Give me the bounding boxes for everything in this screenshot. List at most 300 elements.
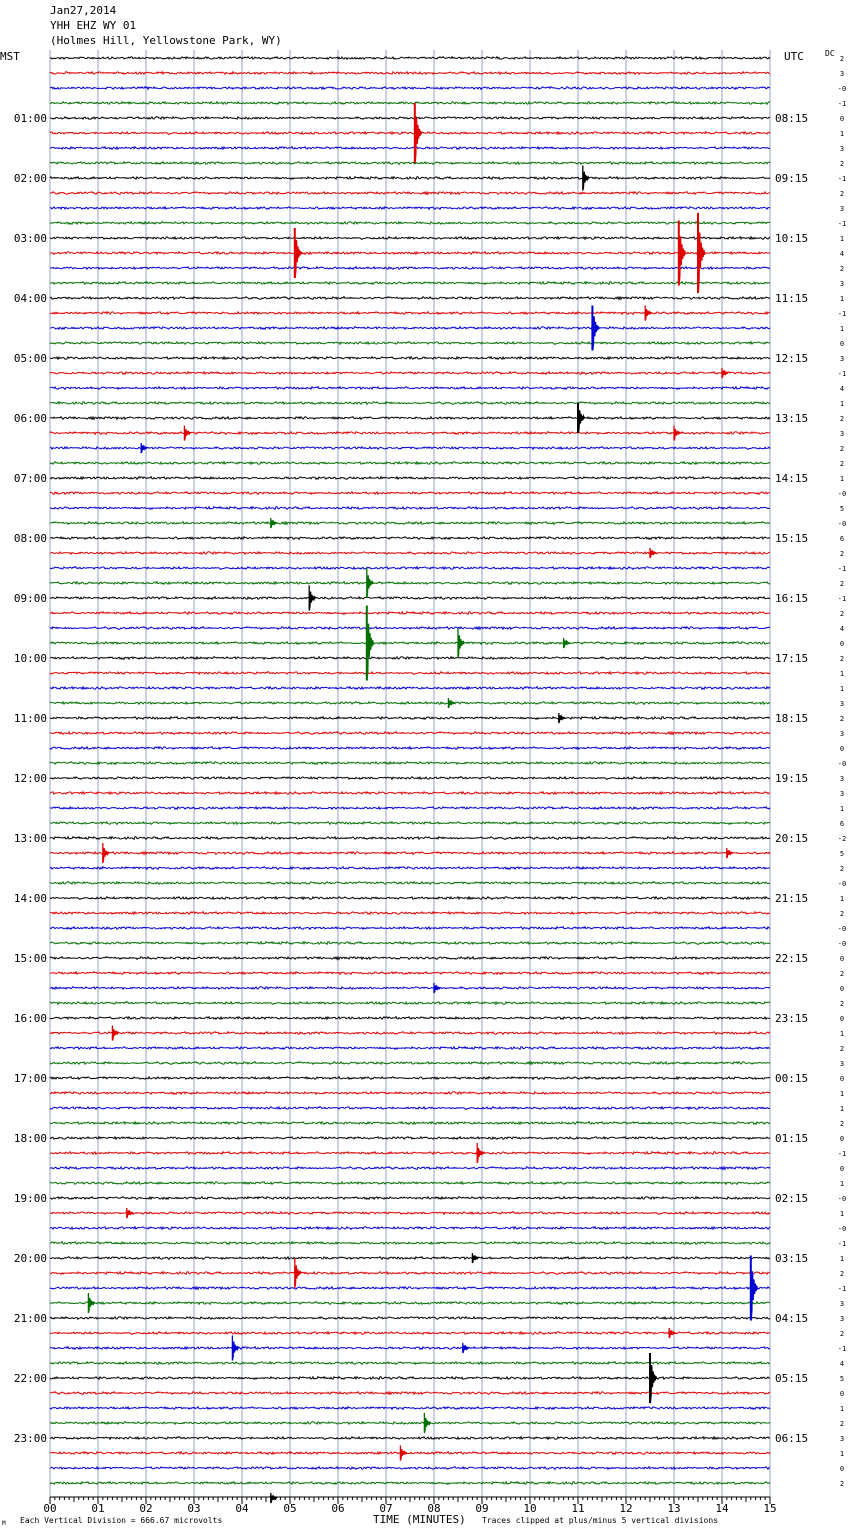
event-spike	[434, 983, 440, 993]
trace-line	[50, 792, 770, 795]
right-hour-label: 05:15	[775, 1372, 809, 1385]
right-hour-label: 16:15	[775, 592, 809, 605]
dc-offset-label: 1	[839, 235, 845, 243]
trace-line	[50, 1017, 770, 1020]
trace-line	[50, 702, 770, 705]
x-tick-label: 06	[331, 1502, 345, 1515]
event-spike	[112, 1026, 118, 1041]
dc-offset-label: 0	[839, 985, 845, 993]
trace-line	[50, 312, 770, 315]
trace-line	[50, 1032, 770, 1035]
dc-offset-label: 1	[839, 1255, 845, 1263]
event-spike	[458, 628, 464, 658]
right-hour-label: 10:15	[775, 232, 809, 245]
axis-labels	[14, 55, 846, 1515]
left-timezone-label: MST	[0, 50, 20, 63]
right-hour-label: 01:15	[775, 1132, 809, 1145]
event-spike	[472, 1253, 478, 1263]
dc-offset-label: -0	[837, 1195, 847, 1203]
trace-line	[50, 597, 770, 600]
trace-line	[50, 1077, 770, 1080]
trace-line	[50, 1347, 770, 1350]
dc-offset-label: 1	[839, 295, 845, 303]
right-hour-label: 19:15	[775, 772, 809, 785]
left-hour-label: 06:00	[13, 412, 47, 425]
dc-offset-label: 3	[839, 1060, 845, 1068]
trace-line	[50, 252, 770, 255]
trace-line	[50, 687, 770, 690]
dc-offset-label: 3	[839, 700, 845, 708]
dc-offset-label: -1	[837, 220, 847, 228]
dc-offset-label: 5	[839, 505, 845, 513]
dc-offset-label: 2	[839, 1480, 845, 1488]
trace-line	[50, 1287, 770, 1290]
dc-offset-label: -0	[837, 940, 847, 948]
right-hour-label: 02:15	[775, 1192, 809, 1205]
right-hour-label: 06:15	[775, 1432, 809, 1445]
right-hour-label: 12:15	[775, 352, 809, 365]
trace-line	[50, 417, 770, 420]
dc-offset-label: 1	[839, 685, 845, 693]
right-hour-label: 13:15	[775, 412, 809, 425]
dc-offset-label: 3	[839, 775, 845, 783]
trace-line	[50, 882, 770, 885]
x-tick-label: 10	[523, 1502, 537, 1515]
trace-line	[50, 777, 770, 780]
dc-offset-label: 5	[839, 1375, 845, 1383]
left-hour-label: 03:00	[13, 232, 47, 245]
trace-line	[50, 1392, 770, 1395]
left-hour-label: 13:00	[13, 832, 47, 845]
dc-label: DC	[825, 49, 835, 58]
x-tick-label: 04	[235, 1502, 249, 1515]
trace-line	[50, 762, 770, 765]
trace-line	[50, 207, 770, 210]
dc-offset-label: 3	[839, 1300, 845, 1308]
trace-line	[50, 1437, 770, 1440]
event-spike	[141, 443, 147, 453]
trace-line	[50, 432, 770, 435]
dc-offset-label: 6	[839, 535, 845, 543]
event-spike	[645, 306, 651, 321]
trace-line	[50, 867, 770, 870]
event-spike	[309, 586, 315, 611]
dc-offset-label: 2	[839, 1120, 845, 1128]
dc-offset-label: 0	[839, 115, 845, 123]
trace-line	[50, 912, 770, 915]
trace-line	[50, 747, 770, 750]
event-spike	[669, 1328, 675, 1338]
trace-line	[50, 927, 770, 930]
dc-offset-label: 0	[839, 340, 845, 348]
trace-line	[50, 822, 770, 825]
left-hour-label: 09:00	[13, 592, 47, 605]
event-spike	[271, 518, 277, 528]
dc-offset-label: 0	[839, 640, 845, 648]
dc-offset-label: 4	[839, 1360, 845, 1368]
dc-offset-label: 2	[839, 970, 845, 978]
trace-line	[50, 447, 770, 450]
event-spike	[127, 1208, 133, 1218]
trace-line	[50, 222, 770, 225]
x-tick-label: 01	[91, 1502, 105, 1515]
right-hour-label: 04:15	[775, 1312, 809, 1325]
dc-offset-label: -1	[837, 1240, 847, 1248]
x-tick-label: 13	[667, 1502, 681, 1515]
dc-offset-label: 3	[839, 145, 845, 153]
event-spike	[271, 1493, 277, 1503]
dc-offset-label: 4	[839, 385, 845, 393]
trace-line	[50, 117, 770, 120]
trace-line	[50, 1047, 770, 1050]
dc-offset-label: 2	[839, 580, 845, 588]
left-hour-label: 02:00	[13, 172, 47, 185]
dc-offset-label: 3	[839, 355, 845, 363]
dc-offset-label: 4	[839, 250, 845, 258]
trace-line	[50, 942, 770, 945]
trace-line	[50, 462, 770, 465]
plot-date: Jan27,2014	[50, 4, 117, 17]
event-spike	[751, 1256, 757, 1321]
left-hour-label: 01:00	[13, 112, 47, 125]
event-spike	[367, 606, 373, 681]
right-hour-label: 21:15	[775, 892, 809, 905]
trace-line	[50, 1062, 770, 1065]
dc-offset-label: 0	[839, 1015, 845, 1023]
trace-line	[50, 1182, 770, 1185]
trace-line	[50, 642, 770, 645]
event-spike	[477, 1143, 483, 1163]
dc-offset-label: -0	[837, 880, 847, 888]
trace-line	[50, 1452, 770, 1455]
right-hour-label: 03:15	[775, 1252, 809, 1265]
station-code: YHH EHZ WY 01	[50, 19, 137, 32]
dc-offset-label: -0	[837, 1225, 847, 1233]
dc-offset-label: 2	[839, 1420, 845, 1428]
trace-line	[50, 507, 770, 510]
dc-offset-label: 2	[839, 865, 845, 873]
dc-offset-label: 0	[839, 1165, 845, 1173]
event-spike	[295, 1258, 301, 1288]
left-hour-label: 17:00	[13, 1072, 47, 1085]
station-location: (Holmes Hill, Yellowstone Park, WY)	[50, 34, 282, 47]
trace-line	[50, 267, 770, 270]
event-spike	[88, 1293, 94, 1313]
trace-line	[50, 1212, 770, 1215]
dc-offset-label: 5	[839, 850, 845, 858]
trace-line	[50, 357, 770, 360]
right-hour-label: 20:15	[775, 832, 809, 845]
trace-line	[50, 717, 770, 720]
trace-line	[50, 972, 770, 975]
dc-offset-label: -0	[837, 760, 847, 768]
dc-offset-label: 0	[839, 955, 845, 963]
event-spike	[103, 843, 109, 863]
right-hour-label: 23:15	[775, 1012, 809, 1025]
trace-line	[50, 177, 770, 180]
dc-offset-label: 3	[839, 70, 845, 78]
x-tick-label: 14	[715, 1502, 729, 1515]
dc-offset-label: 0	[839, 1135, 845, 1143]
x-tick-label: 05	[283, 1502, 297, 1515]
dc-offset-label: 1	[839, 1210, 845, 1218]
event-spike	[184, 426, 190, 441]
left-hour-label: 21:00	[13, 1312, 47, 1325]
x-tick-label: 03	[187, 1502, 201, 1515]
trace-line	[50, 1107, 770, 1110]
dc-offset-label: -1	[837, 175, 847, 183]
trace-line	[50, 1272, 770, 1275]
left-hour-label: 22:00	[13, 1372, 47, 1385]
event-spike	[400, 1446, 406, 1461]
trace-line	[50, 612, 770, 615]
trace-line	[50, 102, 770, 105]
dc-offset-label: 2	[839, 55, 845, 63]
left-hour-label: 11:00	[13, 712, 47, 725]
trace-line	[50, 852, 770, 855]
dc-offset-label: -0	[837, 925, 847, 933]
dc-offset-label: 2	[839, 610, 845, 618]
right-hour-label: 22:15	[775, 952, 809, 965]
dc-offset-label: 1	[839, 1405, 845, 1413]
trace-line	[50, 1302, 770, 1305]
left-hour-label: 23:00	[13, 1432, 47, 1445]
dc-offset-label: 2	[839, 1330, 845, 1338]
trace-line	[50, 327, 770, 330]
trace-line	[50, 162, 770, 165]
trace-line	[50, 522, 770, 525]
trace-line	[50, 1422, 770, 1425]
trace-line	[50, 477, 770, 480]
event-spike	[650, 1353, 656, 1403]
left-hour-label: 19:00	[13, 1192, 47, 1205]
event-spike	[367, 568, 373, 598]
dc-offset-label: -0	[837, 85, 847, 93]
corner-mark: M	[2, 1520, 6, 1527]
trace-line	[50, 297, 770, 300]
event-spike	[424, 1413, 430, 1433]
dc-offset-label: 1	[839, 670, 845, 678]
dc-offset-label: 2	[839, 265, 845, 273]
dc-offset-label: 0	[839, 1390, 845, 1398]
trace-line	[50, 732, 770, 735]
dc-offset-label: -1	[837, 1150, 847, 1158]
trace-line	[50, 1002, 770, 1005]
dc-offset-label: -0	[837, 490, 847, 498]
trace-line	[50, 387, 770, 390]
dc-offset-label: 1	[839, 400, 845, 408]
dc-offset-label: -2	[837, 835, 847, 843]
trace-line	[50, 492, 770, 495]
left-hour-label: 08:00	[13, 532, 47, 545]
dc-offset-label: 2	[839, 910, 845, 918]
event-spike	[583, 166, 589, 191]
dc-offset-label: -1	[837, 100, 847, 108]
event-spike	[578, 403, 584, 433]
trace-line	[50, 282, 770, 285]
trace-line	[50, 1407, 770, 1410]
dc-offset-label: 6	[839, 820, 845, 828]
left-hour-label: 12:00	[13, 772, 47, 785]
right-hour-label: 15:15	[775, 532, 809, 545]
dc-offset-label: 3	[839, 1435, 845, 1443]
dc-offset-label: 2	[839, 160, 845, 168]
dc-offset-label: 1	[839, 895, 845, 903]
x-tick-label: 08	[427, 1502, 441, 1515]
dc-offset-label: 3	[839, 790, 845, 798]
trace-line	[50, 957, 770, 960]
trace-line	[50, 1377, 770, 1380]
trace-line	[50, 237, 770, 240]
trace-line	[50, 1257, 770, 1260]
trace-line	[50, 1242, 770, 1245]
event-spike	[698, 213, 704, 293]
left-hour-label: 05:00	[13, 352, 47, 365]
event-spike	[448, 698, 454, 708]
right-hour-label: 00:15	[775, 1072, 809, 1085]
dc-offset-label: -1	[837, 595, 847, 603]
dc-offset-label: -1	[837, 310, 847, 318]
x-tick-label: 07	[379, 1502, 393, 1515]
right-hour-label: 09:15	[775, 172, 809, 185]
x-tick-label: 09	[475, 1502, 489, 1515]
trace-line	[50, 657, 770, 660]
trace-line	[50, 567, 770, 570]
dc-offset-label: 3	[839, 1315, 845, 1323]
dc-offset-label: 2	[839, 550, 845, 558]
left-hour-label: 07:00	[13, 472, 47, 485]
trace-line	[50, 807, 770, 810]
dc-offset-label: 1	[839, 1180, 845, 1188]
dc-offset-label: 2	[839, 715, 845, 723]
left-hour-label: 15:00	[13, 952, 47, 965]
dc-offset-label: 2	[839, 655, 845, 663]
dc-offset-label: 2	[839, 415, 845, 423]
event-spike	[295, 228, 301, 278]
trace-line	[50, 1362, 770, 1365]
trace-line	[50, 402, 770, 405]
dc-offset-label: 1	[839, 1090, 845, 1098]
dc-offset-label: 1	[839, 325, 845, 333]
trace-line	[50, 837, 770, 840]
trace-line	[50, 552, 770, 555]
event-spike	[559, 713, 565, 723]
trace-line	[50, 1137, 770, 1140]
seismic-traces	[50, 57, 770, 1485]
trace-line	[50, 582, 770, 585]
trace-line	[50, 342, 770, 345]
x-tick-label: 15	[763, 1502, 777, 1515]
clip-note: Traces clipped at plus/minus 5 vertical divisions	[482, 1516, 719, 1525]
trace-line	[50, 1467, 770, 1470]
dc-offset-label: 2	[839, 445, 845, 453]
dc-offset-label: 2	[839, 460, 845, 468]
dc-offset-label: 1	[839, 475, 845, 483]
left-hour-label: 14:00	[13, 892, 47, 905]
event-spike	[564, 638, 570, 648]
trace-line	[50, 1167, 770, 1170]
trace-line	[50, 1332, 770, 1335]
dc-offset-label: -1	[837, 1345, 847, 1353]
trace-line	[50, 192, 770, 195]
dc-offset-label: 1	[839, 1450, 845, 1458]
dc-offset-label: 0	[839, 745, 845, 753]
trace-line	[50, 897, 770, 900]
left-hour-label: 20:00	[13, 1252, 47, 1265]
left-hour-label: 18:00	[13, 1132, 47, 1145]
trace-line	[50, 1482, 770, 1485]
right-hour-label: 17:15	[775, 652, 809, 665]
right-timezone-label: UTC	[784, 50, 804, 63]
dc-offset-label: -1	[837, 370, 847, 378]
right-hour-label: 14:15	[775, 472, 809, 485]
dc-offset-label: 2	[839, 190, 845, 198]
dc-offset-label: -1	[837, 1285, 847, 1293]
x-tick-label: 02	[139, 1502, 153, 1515]
trace-line	[50, 1197, 770, 1200]
trace-line	[50, 987, 770, 990]
trace-line	[50, 1122, 770, 1125]
trace-line	[50, 1152, 770, 1155]
x-tick-label: 11	[571, 1502, 585, 1515]
x-tick-label: 00	[43, 1502, 57, 1515]
event-spike	[415, 103, 421, 163]
x-axis-title: TIME (MINUTES)	[373, 1513, 466, 1526]
dc-offset-label: 3	[839, 205, 845, 213]
event-spike	[722, 368, 728, 378]
dc-offset-label: 0	[839, 1075, 845, 1083]
dc-offset-label: 2	[839, 1000, 845, 1008]
trace-line	[50, 57, 770, 60]
trace-line	[50, 1227, 770, 1230]
dc-offset-label: 2	[839, 1045, 845, 1053]
trace-line	[50, 87, 770, 90]
dc-offset-label: 2	[839, 1270, 845, 1278]
right-hour-label: 08:15	[775, 112, 809, 125]
x-tick-label: 12	[619, 1502, 633, 1515]
trace-line	[50, 672, 770, 675]
dc-offset-label: 4	[839, 625, 845, 633]
dc-offset-label: 1	[839, 805, 845, 813]
trace-line	[50, 1092, 770, 1095]
dc-offset-label: 0	[839, 1465, 845, 1473]
dc-offset-label: 1	[839, 1105, 845, 1113]
scale-note: Each Vertical Division = 666.67 microvolts	[20, 1516, 223, 1525]
dc-offset-label: -0	[837, 520, 847, 528]
event-spike	[679, 221, 685, 286]
trace-line	[50, 132, 770, 135]
event-spike	[463, 1343, 469, 1353]
trace-line	[50, 537, 770, 540]
trace-line	[50, 372, 770, 375]
left-hour-label: 16:00	[13, 1012, 47, 1025]
dc-offset-label: 3	[839, 280, 845, 288]
trace-line	[50, 1317, 770, 1320]
dc-offset-label: 1	[839, 1030, 845, 1038]
left-hour-label: 10:00	[13, 652, 47, 665]
dc-offset-label: -1	[837, 565, 847, 573]
event-spike	[650, 548, 656, 558]
event-spike	[674, 426, 680, 441]
trace-line	[50, 72, 770, 75]
right-hour-label: 11:15	[775, 292, 809, 305]
dc-offset-label: 1	[839, 130, 845, 138]
left-hour-label: 04:00	[13, 292, 47, 305]
right-hour-label: 18:15	[775, 712, 809, 725]
event-spike	[727, 848, 733, 858]
event-spike	[232, 1336, 238, 1361]
trace-line	[50, 147, 770, 150]
